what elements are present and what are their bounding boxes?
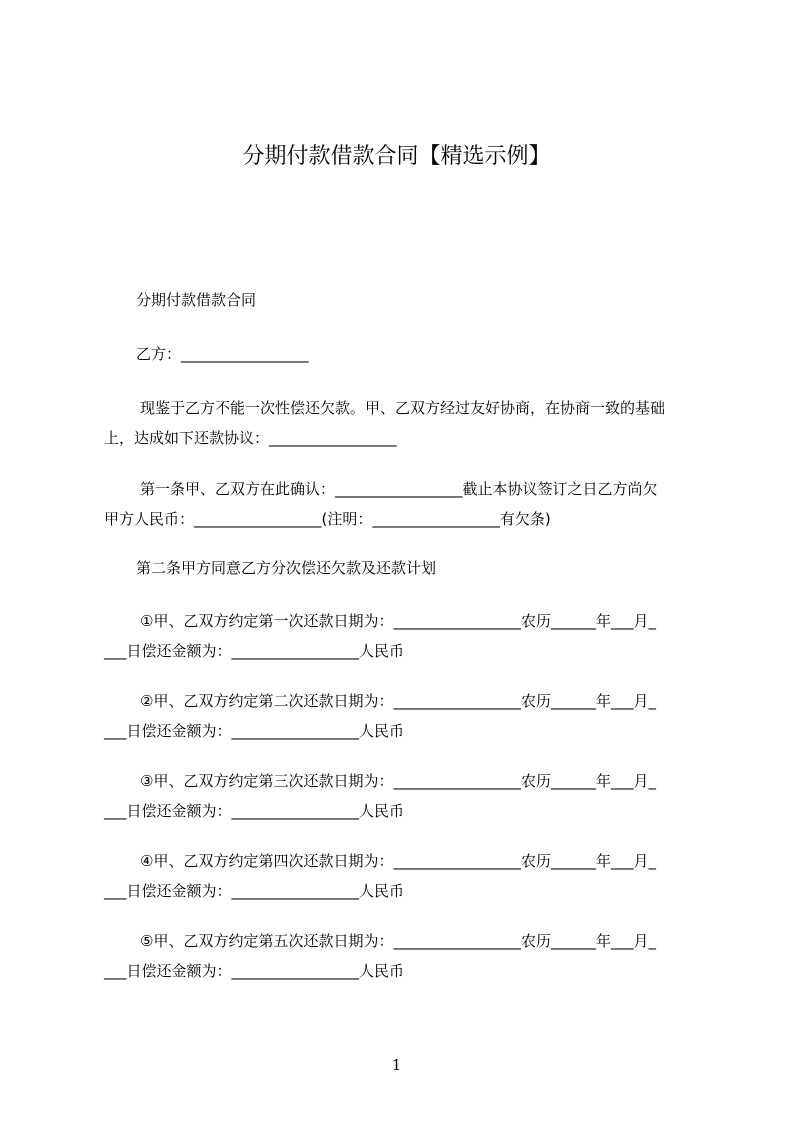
installment-4-line-1: ④甲、乙双方约定第四次还款日期为：_________________农历______年___月_ xyxy=(140,852,656,870)
article-1-line-1: 第一条甲、乙双方在此确认：_________________截止本协议签订之日乙方尚欠 xyxy=(140,480,658,498)
preamble-paragraph xyxy=(104,393,702,453)
installment-3-line-1: ③甲、乙双方约定第三次还款日期为：_________________农历______年___月_ xyxy=(140,772,656,790)
installment-2 xyxy=(104,686,702,746)
preamble-line-1: 现鉴于乙方不能一次性偿还欠款。甲、乙双方经过友好协商，在协商一致的基础 xyxy=(140,399,666,417)
article-1-paragraph xyxy=(104,474,702,534)
party-b-line: 乙方：_________________ xyxy=(136,345,309,363)
installment-1 xyxy=(104,606,702,666)
installment-5-line-2: ___日偿还金额为：_________________人民币 xyxy=(104,962,405,980)
installment-4-line-2: ___日偿还金额为：_________________人民币 xyxy=(104,882,405,900)
installment-1-line-2: ___日偿还金额为：_________________人民币 xyxy=(104,642,405,660)
article-1-line-2: 甲方人民币：_________________(注明：_________________有欠条) xyxy=(104,510,551,528)
installment-4 xyxy=(104,846,702,906)
document-title: 分期付款借款合同【精选示例】 xyxy=(242,144,551,169)
installment-2-line-2: ___日偿还金额为：_________________人民币 xyxy=(104,722,405,740)
installment-5-line-1: ⑤甲、乙双方约定第五次还款日期为：_________________农历______年___月_ xyxy=(140,932,656,950)
installment-1-line-1: ①甲、乙双方约定第一次还款日期为：_________________农历______年___月_ xyxy=(140,612,656,630)
page-number: 1 xyxy=(391,1056,402,1074)
article-2-heading: 第二条甲方同意乙方分次偿还欠款及还款计划 xyxy=(136,559,437,577)
installment-5 xyxy=(104,926,702,986)
installment-3-line-2: ___日偿还金额为：_________________人民币 xyxy=(104,802,405,820)
installment-2-line-1: ②甲、乙双方约定第二次还款日期为：_________________农历______年___月_ xyxy=(140,692,656,710)
installment-3 xyxy=(104,766,702,826)
document-subtitle: 分期付款借款合同 xyxy=(136,291,257,309)
preamble-line-2: 上，达成如下还款协议：_________________ xyxy=(104,429,397,447)
